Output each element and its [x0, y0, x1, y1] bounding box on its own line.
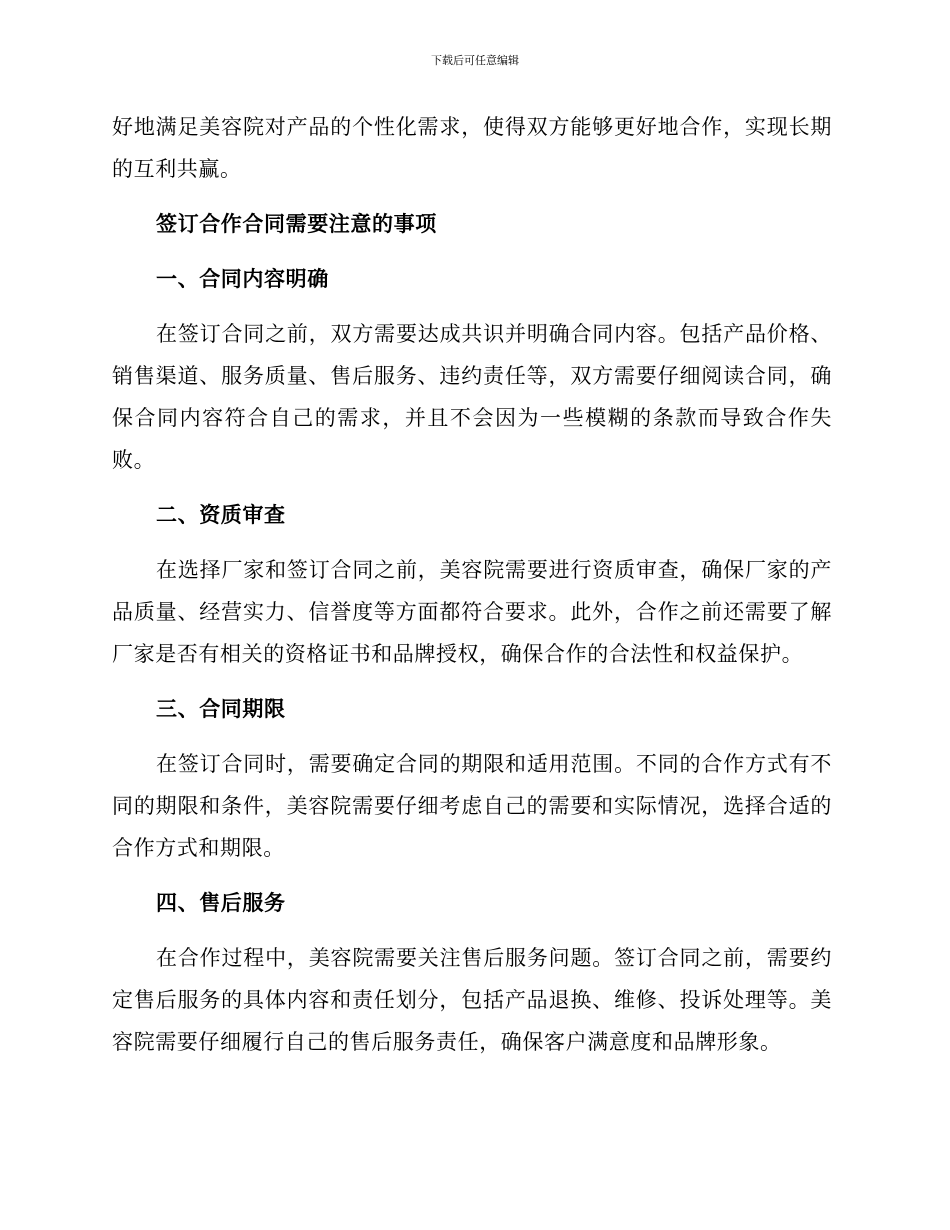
document-body	[112, 106, 832, 1063]
section-heading-2: 二、资质审查	[156, 502, 286, 527]
section-heading-1: 一、合同内容明确	[156, 266, 329, 291]
section-body-4: 在合作过程中，美容院需要关注售后服务问题。签订合同之前，需要约定售后服务的具体内容和责任划分，包括产品退换、维修、投诉处理等。美容院需要仔细履行自己的售后服务责任，确保客户满意度和品牌形象。	[112, 946, 832, 1054]
document-title: 签订合作合同需要注意的事项	[156, 211, 437, 236]
section-body-2: 在选择厂家和签订合同之前，美容院需要进行资质审查，确保厂家的产品质量、经营实力、信誉度等方面都符合要求。此外，合作之前还需要了解厂家是否有相关的资格证书和品牌授权，确保合作的合法性和权益保护。	[112, 558, 832, 666]
intro-paragraph: 好地满足美容院对产品的个性化需求，使得双方能够更好地合作，实现长期的互利共赢。	[112, 115, 832, 181]
section-heading-3: 三、合同期限	[156, 696, 286, 721]
section-heading-4: 四、售后服务	[156, 890, 286, 915]
section-body-3: 在签订合同时，需要确定合同的期限和适用范围。不同的合作方式有不同的期限和条件，美容院需要仔细考虑自己的需要和实际情况，选择合适的合作方式和期限。	[112, 752, 832, 860]
section-body-1: 在签订合同之前，双方需要达成共识并明确合同内容。包括产品价格、销售渠道、服务质量、售后服务、违约责任等，双方需要仔细阅读合同，确保合同内容符合自己的需求，并且不会因为一些模糊的条款而导致合作失败。	[112, 322, 832, 472]
page-header: 下载后可任意编辑	[431, 54, 519, 67]
